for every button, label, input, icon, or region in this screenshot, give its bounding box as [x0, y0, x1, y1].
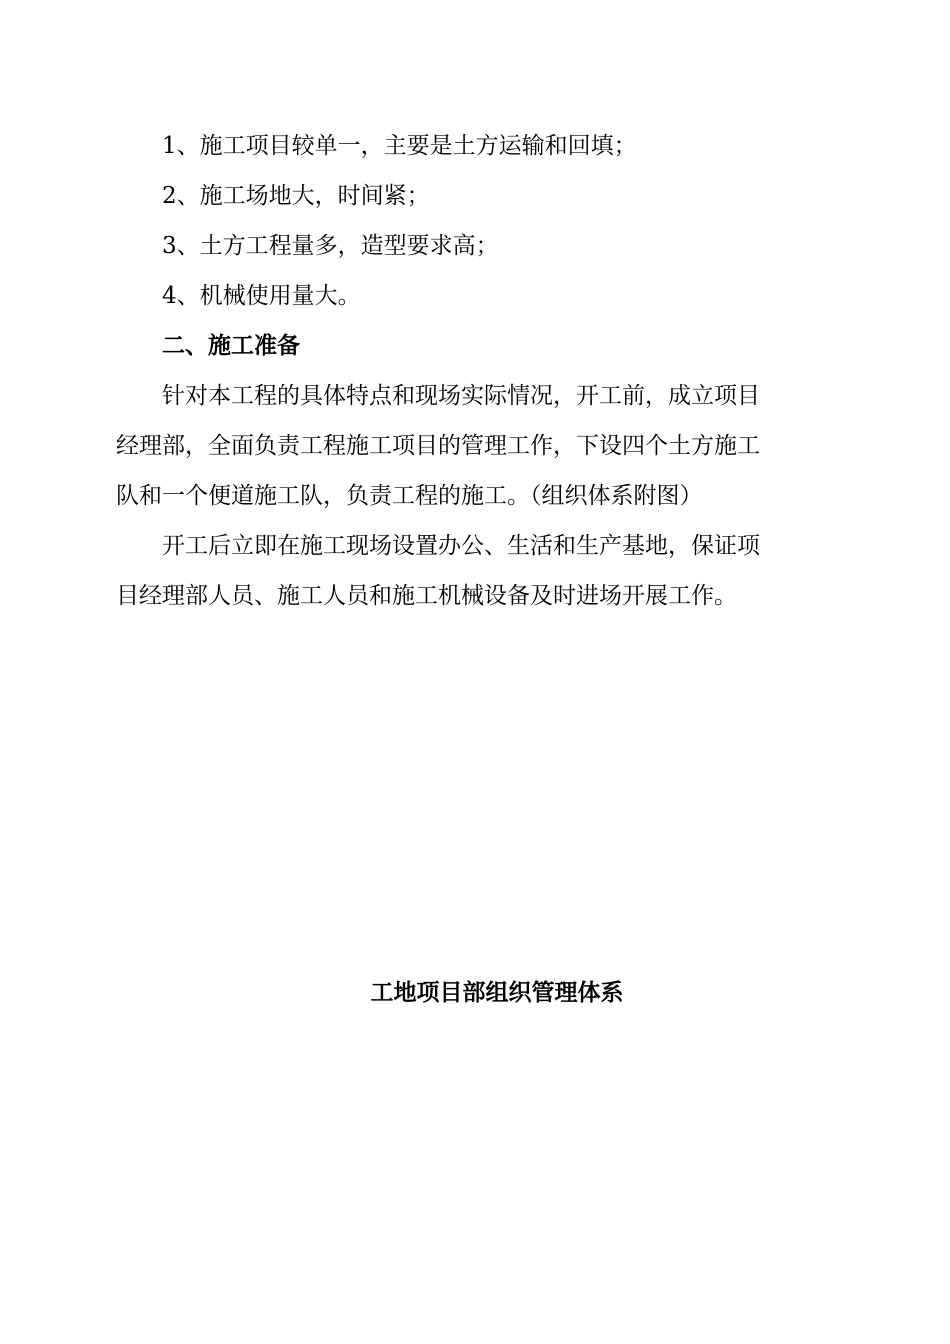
paragraph1-line3: 队和一个便道施工队，负责工程的施工。（组织体系附图）	[116, 483, 703, 509]
list-item-2: 2、施工场地大，时间紧；	[162, 183, 430, 209]
figure-caption: 工地项目部组织管理体系	[370, 980, 624, 1006]
list-item-3: 3、土方工程量多，造型要求高；	[162, 233, 499, 259]
section-heading: 二、施工准备	[162, 333, 300, 359]
list-item-4: 4、机械使用量大。	[162, 283, 361, 309]
paragraph1-line1: 针对本工程的具体特点和现场实际情况，开工前，成立项目	[162, 383, 760, 409]
paragraph1-line2: 经理部，全面负责工程施工项目的管理工作，下设四个土方施工	[116, 433, 760, 459]
list-item-1: 1、施工项目较单一，主要是土方运输和回填；	[162, 133, 637, 159]
paragraph2-line1: 开工后立即在施工现场设置办公、生活和生产基地，保证项	[162, 533, 760, 559]
paragraph2-line2: 目经理部人员、施工人员和施工机械设备及时进场开展工作。	[116, 583, 737, 609]
